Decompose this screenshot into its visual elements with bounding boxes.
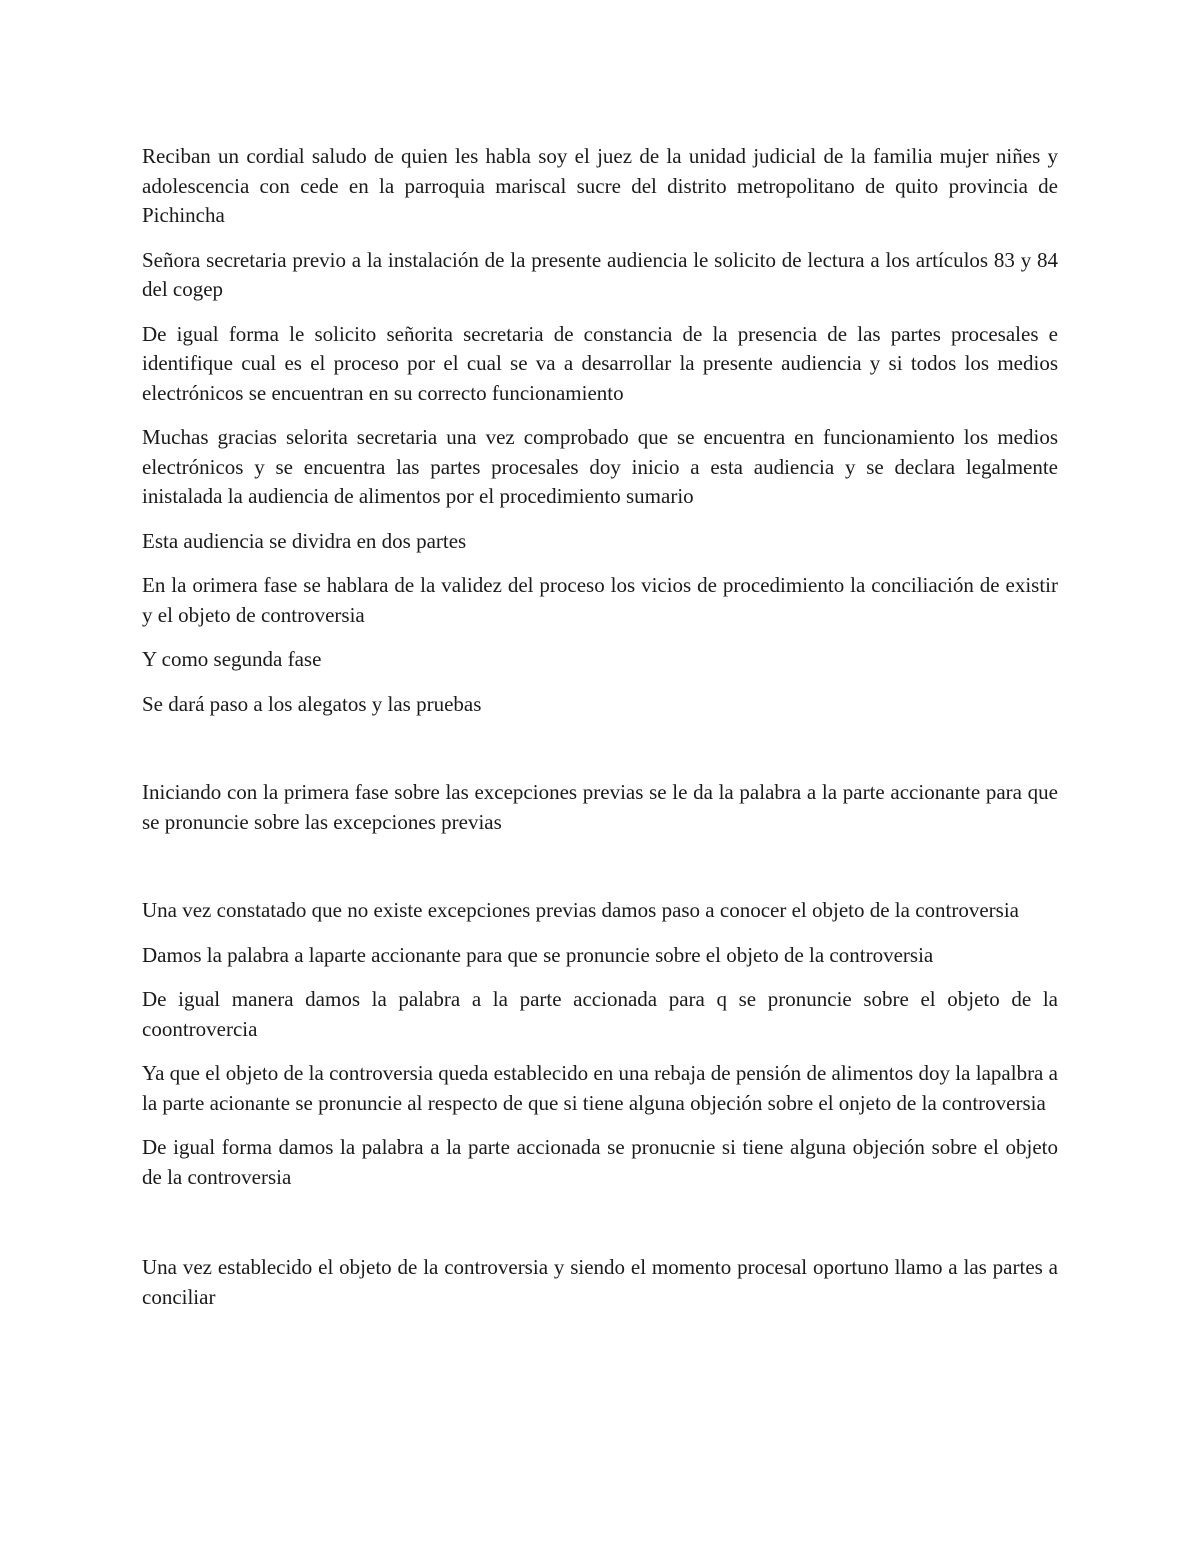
paragraph-alegatos-pruebas: Se dará paso a los alegatos y las pruebas xyxy=(142,691,482,716)
paragraph-greeting: Reciban un cordial saludo de quien les habla soy el juez de la unidad judicial de la familia mujer niñes y adolescencia con cede en la parroquia mariscal sucre del distrito metropolitano de quito provincia de Pichincha xyxy=(142,144,1058,227)
paragraph-primera-fase: En la orimera fase se hablara de la validez del proceso los vicios de procedimiento la conciliación de existir y el objeto de controversia xyxy=(142,573,1058,627)
blank-line xyxy=(142,1207,1058,1253)
blank-line xyxy=(142,852,1058,896)
paragraph-inicio-audiencia: Muchas gracias selorita secretaria una vez comprobado que se encuentra en funcionamiento los medios electrónicos y se encuentra las partes procesales doy inicio a esta audiencia y se declara legalmente inistalada la audiencia de alimentos por el procedimiento sumario xyxy=(142,425,1058,508)
paragraph-excepciones-previas: Iniciando con la primera fase sobre las excepciones previas se le da la palabra a la parte accionante para que se pronuncie sobre las excepciones previas xyxy=(142,780,1058,834)
paragraph-objeto-controversia: Una vez constatado que no existe excepciones previas damos paso a conocer el objeto de la controversia xyxy=(142,898,1019,922)
paragraph-segunda-fase: Y como segunda fase xyxy=(142,647,322,671)
paragraph-palabra-accionada: De igual manera damos la palabra a la parte accionada para q se pronuncie sobre el objeto de la coontrovercia xyxy=(142,987,1058,1041)
document-page xyxy=(142,142,1058,1327)
paragraph-division-audiencia: Esta audiencia se dividra en dos partes xyxy=(142,528,467,553)
paragraph-constancia-partes: De igual forma le solicito señorita secretaria de constancia de la presencia de las partes procesales e identifique cual es el proceso por el cual se va a desarrollar la presente audiencia y si todos los medios electrónicos se encuentran en su correcto funcionamiento xyxy=(142,321,1058,405)
paragraph-conciliar: Una vez establecido el objeto de la controversia y siendo el momento procesal oportuno llamo a las partes a conciliar xyxy=(142,1255,1058,1309)
paragraph-palabra-accionante: Damos la palabra a laparte accionante para que se pronuncie sobre el objeto de la controversia xyxy=(142,942,934,967)
paragraph-secretaria-lectura: Señora secretaria previo a la instalación de la presente audiencia le solicito de lectura a los artículos 83 y 84 del cogep xyxy=(142,247,1058,301)
blank-line xyxy=(142,734,1058,778)
paragraph-objecion-accionada: De igual forma damos la palabra a la parte accionada se pronucnie si tiene alguna objeción sobre el objeto de la controversia xyxy=(142,1135,1058,1189)
paragraph-rebaja-pension: Ya que el objeto de la controversia queda establecido en una rebaja de pensión de alimentos doy la lapalbra a la parte acionante se pronuncie al respecto de que si tiene alguna objeción sobre el onjeto de la controversia xyxy=(142,1061,1058,1115)
